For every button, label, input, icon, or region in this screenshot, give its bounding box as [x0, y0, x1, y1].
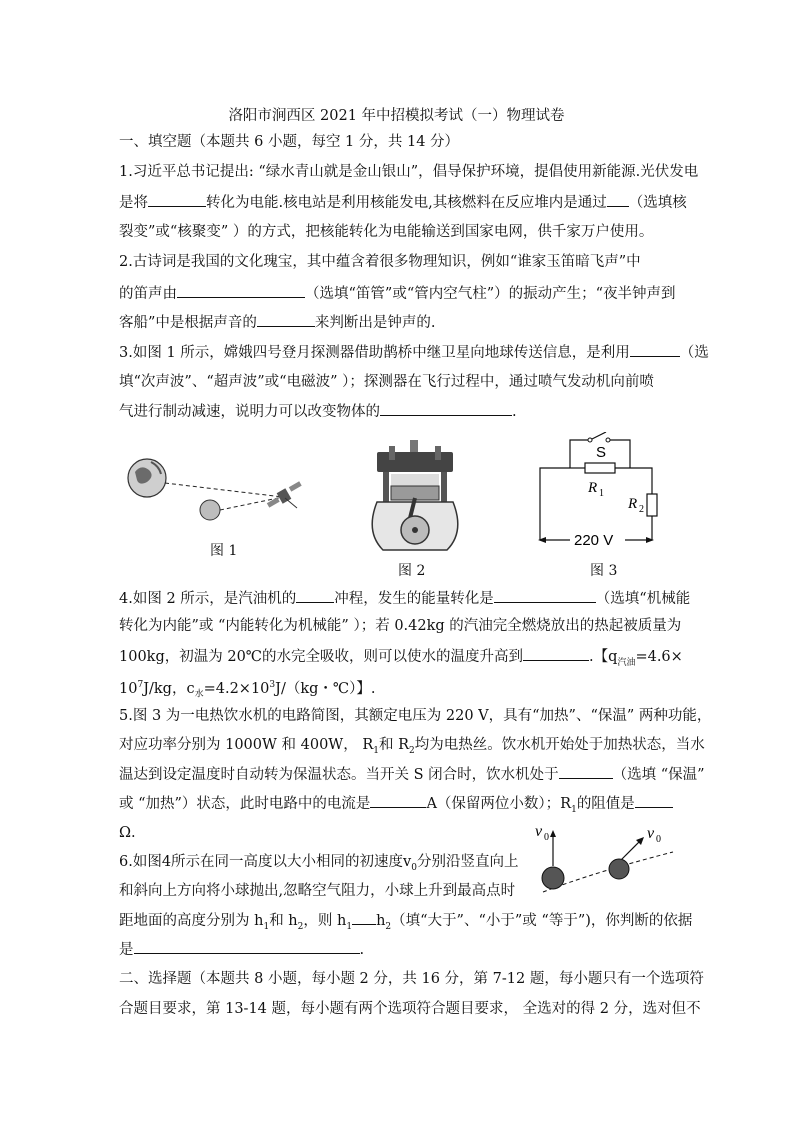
q6-sub-h2b: 2: [385, 921, 392, 932]
q4-text-e: .【q: [589, 649, 618, 665]
q6-line4: [119, 939, 364, 960]
q4-blank-1[interactable]: [296, 588, 334, 603]
q1-blank-1[interactable]: [148, 192, 206, 207]
q6-text-h: 是: [119, 942, 134, 958]
figure1-label: 图 1: [210, 543, 238, 559]
cylinder-wall-left: [383, 472, 389, 506]
v0-sub-oblique: 0: [656, 834, 661, 845]
section1-heading: 一、填空题（本题共 6 小题，每空 1 分，共 14 分）: [119, 134, 460, 150]
switch-label: S: [596, 444, 607, 461]
q2-blank-1[interactable]: [177, 283, 305, 298]
v0-sub-vertical: 0: [544, 832, 549, 843]
q5-text-b: 和 R: [378, 737, 410, 753]
q5-line2: [119, 735, 705, 761]
q2-text-b: （选填“笛管”或“管内空气柱”）的振动产生；“夜半钟声到: [305, 286, 676, 302]
r1-label: R: [588, 480, 598, 496]
q5-blank-1[interactable]: [559, 764, 613, 779]
wire-switch-left: [570, 440, 590, 468]
q5-line5: Ω.: [119, 825, 136, 841]
voltage-label: 220 V: [574, 532, 614, 549]
q3-text-a: 3.如图 1 所示，嫦娥四号登月探测器借助鹊桥中继卫星向地球传送信息，是利用: [119, 345, 630, 361]
q6-line2: 和斜向上方向将小球抛出,忽略空气阻力，小球上升到最高点时: [119, 883, 516, 899]
q6-text-i: .: [359, 942, 365, 958]
figure4-illustration: [535, 822, 675, 897]
q3-text-b: （选: [679, 345, 709, 361]
valve-left: [389, 446, 395, 460]
q5-text-e: （选填 “保温”: [612, 767, 705, 783]
q5-line1: 5.图 3 为一电热饮水机的电路简图，其额定电压为 220 V，具有“加热”、“保温” 两种功能，: [119, 708, 712, 724]
q6-text-e: ，则 h: [303, 913, 347, 929]
q4-text-g: 10: [119, 680, 138, 697]
q4-text-j: J/（kg・℃）】.: [275, 680, 376, 697]
wire-bottom-right: [625, 516, 652, 540]
ball-oblique: [609, 859, 629, 879]
q6-sub-h2: 2: [297, 921, 304, 932]
q3-blank-1[interactable]: [630, 342, 680, 357]
q5-line3: [119, 764, 705, 785]
q2-text-c: 客船”中是根据声音的: [119, 315, 257, 331]
q3-line2: 填“次声波”、“超声波”或“电磁波” ）；探测器在飞行过程中，通过喷气发动机向前喷: [119, 374, 654, 390]
q4-line1: [119, 588, 690, 609]
q4-sub-water: 水: [194, 689, 204, 700]
wire-left: [540, 468, 570, 540]
q1-blank-2[interactable]: [607, 192, 629, 207]
r1-sub: 1: [599, 488, 604, 499]
resistor-r2: [647, 494, 657, 516]
q1-line2: [119, 192, 687, 213]
q3-line1: [119, 342, 709, 363]
wire-right: [615, 468, 652, 494]
ball-vertical: [542, 867, 564, 889]
cylinder-head: [377, 452, 453, 472]
q5-text-a: 对应功率分别为 1000W 和 400W， R: [119, 737, 374, 753]
q4-blank-2[interactable]: [494, 588, 596, 603]
cylinder-wall-right: [441, 472, 447, 506]
q6-text-a: 6.如图4所示在同一高度以大小相同的初速度v: [119, 854, 412, 870]
q2-line1: 2.古诗词是我国的文化瑰宝，其中蕴含着很多物理知识，例如“谁家玉笛暗飞声”中: [119, 254, 641, 270]
q2-line3: [119, 312, 436, 333]
figure2-label: 图 2: [398, 563, 426, 579]
q4-line4: [119, 675, 376, 705]
q5-text-f: 或 “加热”）状态，此时电路中的电流是: [119, 796, 371, 812]
q4-text-a: 4.如图 2 所示，是汽油机的: [119, 591, 297, 607]
q6-text-c: 距地面的高度分别为 h: [119, 913, 264, 929]
q4-text-f: =4.6×: [635, 649, 683, 665]
q4-blank-3[interactable]: [523, 646, 589, 661]
satellite-icon: [267, 481, 302, 508]
q5-sub-1: 1: [373, 745, 379, 756]
figure2-engine: [365, 440, 465, 558]
figure3-circuit: [530, 432, 670, 550]
moon-icon: [200, 500, 220, 520]
q2-blank-2[interactable]: [257, 312, 315, 327]
q5-sub-3: 1: [571, 804, 577, 815]
q1-line3: 裂变”或“核聚变” ）的方式，把核能转化为电能输送到国家电网，供千家万户使用。: [119, 224, 654, 240]
wire-switch-right: [608, 440, 630, 468]
q5-line4: [119, 793, 673, 820]
arrow-oblique: [619, 840, 641, 862]
q3-blank-2[interactable]: [380, 401, 512, 416]
q5-text-h: 的阻值是: [576, 796, 635, 812]
q5-text-d: 温达到设定温度时自动转为保温状态。当开关 S 闭合时，饮水机处于: [119, 767, 559, 783]
q2-line2: [119, 283, 676, 304]
terminal-left: [538, 537, 546, 543]
v0-label-vertical: v: [535, 823, 543, 840]
q3-text-d: .: [512, 404, 517, 420]
q1-text-a: 是将: [119, 195, 148, 211]
r2-label: R: [628, 496, 638, 512]
q4-line2: 转化为内能”或 “内能转化为机械能” ）；若 0.42kg 的汽油完全燃烧放出的热起被质量为: [119, 618, 682, 634]
page-title: 洛阳市涧西区 2021 年中招模拟考试（一）物理试卷: [228, 108, 565, 124]
q4-text-h: J/kg，c: [143, 680, 195, 697]
switch-blade: [590, 432, 606, 440]
valve-right: [435, 446, 441, 460]
section2-line2: 合题目要求，第 13-14 题，每小题有两个选项符合题目要求， 全选对的得 2 分，选对但不: [119, 1001, 701, 1017]
q4-text-b: 冲程，发生的能量转化是: [334, 591, 494, 607]
q1-line1: 1.习近平总书记提出: “绿水青山就是金山银山”，倡导保护环境，提倡使用新能源.光伏发电: [119, 164, 699, 180]
q5-blank-3[interactable]: [635, 793, 673, 808]
q5-text-c: 均为电热丝。饮水机开始处于加热状态，当水: [414, 737, 705, 753]
q6-text-d: 和 h: [269, 913, 298, 929]
q4-text-d: 100kg，初温为 20℃的水完全吸收，则可以使水的温度升高到: [119, 649, 524, 665]
signal-line-earth: [165, 483, 283, 497]
q4-sup-7: 7: [137, 680, 144, 690]
q6-line1: [119, 852, 518, 878]
q6-text-g: （填“大于”、“小于”或 “等于”)，你判断的依据: [391, 913, 693, 929]
q5-sub-2: 2: [409, 745, 415, 756]
q6-text-f: h: [376, 913, 386, 929]
q6-sub-h1: 1: [263, 921, 270, 932]
q6-blank-2[interactable]: [134, 939, 360, 954]
q6-blank-1[interactable]: [352, 910, 376, 925]
v0-label-oblique: v: [647, 825, 655, 842]
q3-line3: [119, 401, 517, 422]
r2-sub: 2: [639, 504, 644, 515]
q1-text-b: 转化为电能.核电站是利用核能发电,其核燃料在反应堆内是通过: [206, 195, 607, 211]
q4-text-c: （选填“机械能: [595, 591, 691, 607]
figure3-label: 图 3: [590, 563, 618, 579]
section2-line1: 二、选择题（本题共 8 小题，每小题 2 分，共 16 分，第 7-12 题，每小题只有一个选项符: [119, 971, 704, 987]
q2-text-d: 来判断出是钟声的.: [314, 315, 436, 331]
q4-sub-gasoline: 汽油: [617, 657, 636, 668]
q4-sup-3: 3: [269, 680, 276, 690]
q6-text-b: 分别沿竖直向上: [416, 854, 519, 870]
q5-blank-2[interactable]: [370, 793, 426, 808]
q6-sub-v0: 0: [411, 862, 417, 873]
terminal-right: [646, 537, 654, 543]
q1-text-c: （选填核: [628, 195, 687, 211]
q4-text-i: =4.2×10: [203, 680, 270, 697]
q6-sub-h1b: 1: [346, 921, 353, 932]
resistor-r1: [585, 463, 615, 473]
piston: [391, 486, 439, 500]
q4-line3: [119, 646, 683, 673]
figure1-illustration: [125, 450, 305, 530]
q5-text-g: A（保留两位小数）；R: [426, 796, 572, 812]
q2-text-a: 的笛声由: [119, 286, 177, 302]
q6-line3: [119, 910, 692, 937]
q3-text-c: 气进行制动减速，说明力可以改变物体的: [119, 404, 380, 420]
